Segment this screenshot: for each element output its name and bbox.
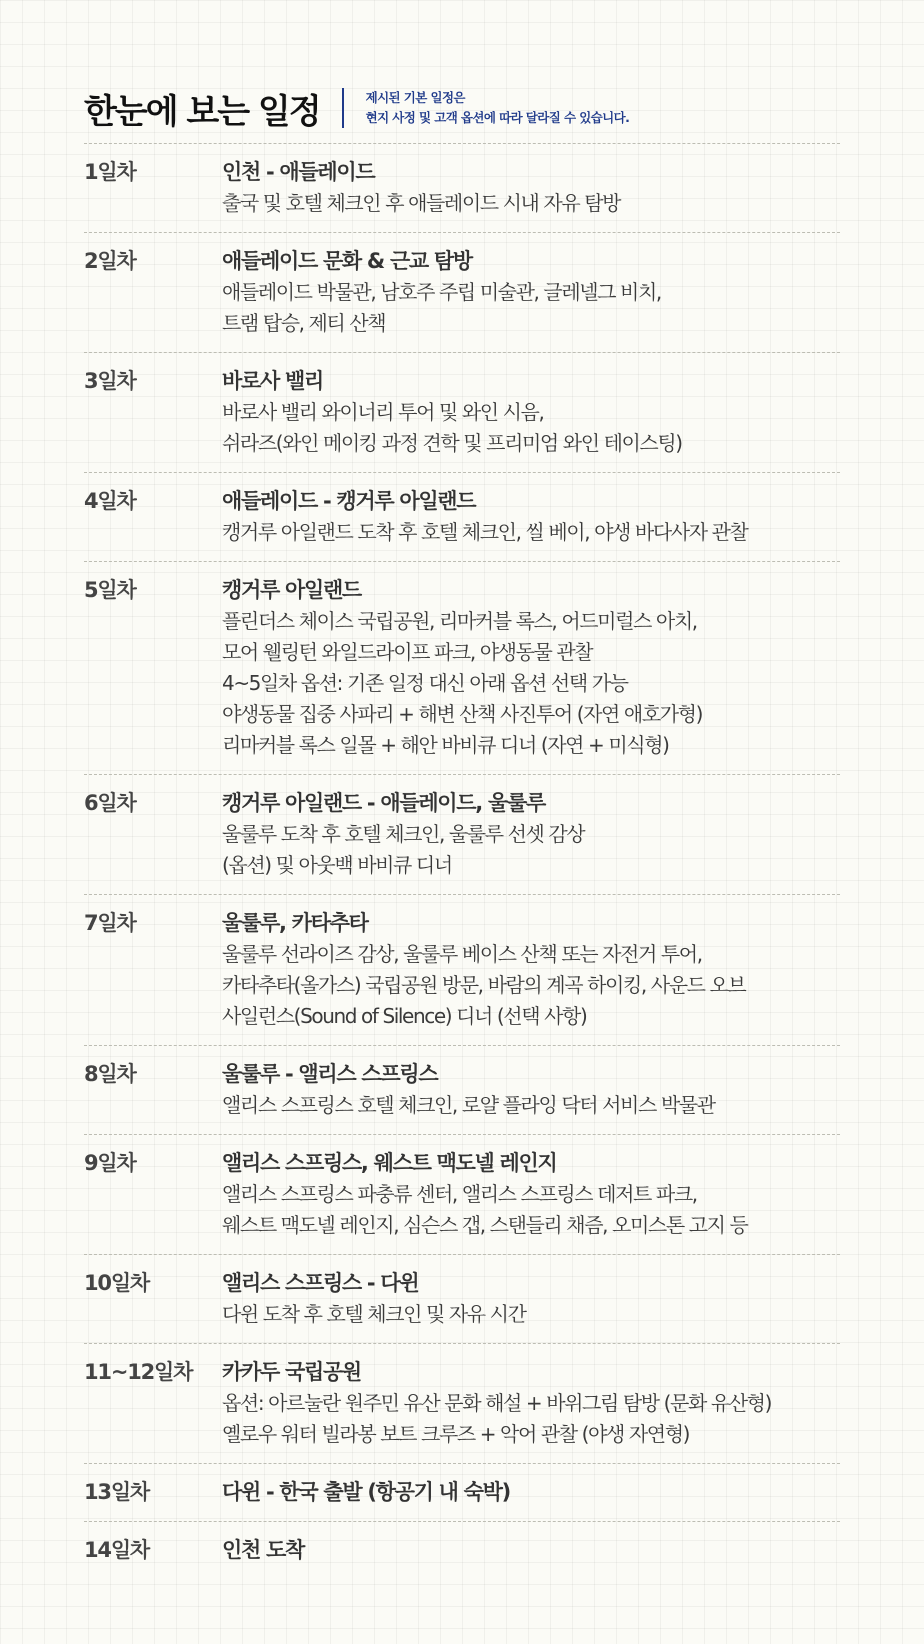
day-title: 울룰루, 카타추타 [222,911,368,935]
day-label: 11~12일차 [84,1360,193,1384]
day-label: 9일차 [84,1151,136,1175]
day-detail-line: 울룰루 선라이즈 감상, 울룰루 베이스 산책 또는 자전거 투어, [222,942,702,966]
day-detail-line: 애들레이드 박물관, 남호주 주립 미술관, 글레넬그 비치, [222,280,661,304]
day-label: 3일차 [84,369,136,393]
day-detail-line: 야생동물 집중 사파리 + 해변 산책 사진투어 (자연 애호가형) [222,702,702,726]
page-title: 한눈에 보는 일정 [84,91,320,132]
header-divider [342,88,344,128]
day-detail-line: 리마커블 록스 일몰 + 해안 바비큐 디너 (자연 + 미식형) [222,733,669,757]
day-label: 1일차 [84,160,136,184]
day-content [222,1535,840,1566]
day-detail-line: 카타추타(올가스) 국립공원 방문, 바람의 계곡 하이킹, 사운드 오브 [222,973,746,997]
day-title: 애들레이드 문화 & 근교 탐방 [222,249,472,273]
day-label: 14일차 [84,1538,149,1562]
day-detail-line: 바로사 밸리 와이너리 투어 및 와인 시음, [222,400,544,424]
day-detail-line: 플린더스 체이스 국립공원, 리마커블 록스, 어드미럴스 아치, [222,609,697,633]
header-note [366,88,630,128]
day-detail-line: 트램 탑승, 제티 산책 [222,311,386,335]
day-content [222,908,840,1032]
day-label: 8일차 [84,1062,136,1086]
schedule-row [84,472,840,561]
day-content [222,1357,840,1450]
day-detail-line: 출국 및 호텔 체크인 후 애들레이드 시내 자유 탐방 [222,191,621,215]
day-title: 캥거루 아일랜드 [222,578,361,602]
schedule-row [84,352,840,472]
schedule-row [84,1343,840,1463]
day-title: 울룰루 - 앨리스 스프링스 [222,1062,438,1086]
day-detail-line: 웨스트 맥도넬 레인지, 심슨스 갭, 스탠들리 채즘, 오미스톤 고지 등 [222,1213,748,1237]
day-label: 4일차 [84,489,136,513]
day-title: 인천 - 애들레이드 [222,160,375,184]
day-content [222,1268,840,1330]
schedule-row [84,1521,840,1576]
day-label: 10일차 [84,1271,149,1295]
header-note-line: 제시된 기본 일정은 [365,90,465,105]
day-title: 카카두 국립공원 [222,1360,361,1384]
day-content [222,366,840,459]
day-detail-line: 옵션: 아르눌란 원주민 유산 문화 해설 + 바위그림 탐방 (문화 유산형) [222,1391,771,1415]
day-label: 7일차 [84,911,136,935]
schedule-row [84,1463,840,1521]
day-title: 캥거루 아일랜드 - 애들레이드, 울룰루 [222,791,545,815]
schedule-row [84,1134,840,1254]
day-detail-line: 앨리스 스프링스 파충류 센터, 앨리스 스프링스 데저트 파크, [222,1182,697,1206]
day-title: 앨리스 스프링스, 웨스트 맥도넬 레인지 [222,1151,557,1175]
day-content [222,486,840,548]
schedule-row [84,561,840,774]
header-note-line: 현지 사정 및 고객 옵션에 따라 달라질 수 있습니다. [365,110,630,125]
schedule-list [84,143,840,1576]
schedule-row [84,894,840,1045]
day-content [222,246,840,339]
day-detail-line: 캥거루 아일랜드 도착 후 호텔 체크인, 씰 베이, 야생 바다사자 관찰 [222,520,748,544]
schedule-row [84,774,840,894]
day-detail-line: 다윈 도착 후 호텔 체크인 및 자유 시간 [222,1302,526,1326]
day-detail-line: 모어 웰링턴 와일드라이프 파크, 야생동물 관찰 [222,640,593,664]
day-title: 인천 도착 [222,1538,304,1562]
day-detail-line: 4~5일차 옵션: 기존 일정 대신 아래 옵션 선택 가능 [222,671,628,695]
day-label: 13일차 [84,1480,149,1504]
day-content [222,157,840,219]
day-label: 2일차 [84,249,136,273]
day-content [222,1059,840,1121]
day-title: 다윈 - 한국 출발 (항공기 내 숙박) [222,1480,510,1504]
day-detail-line: 사일런스(Sound of Silence) 디너 (선택 사항) [222,1004,587,1028]
schedule-row [84,143,840,232]
day-content [222,788,840,881]
schedule-row [84,1254,840,1343]
day-content [222,1477,840,1508]
day-title: 애들레이드 - 캥거루 아일랜드 [222,489,476,513]
day-title: 바로사 밸리 [222,369,323,393]
day-detail-line: 울룰루 도착 후 호텔 체크인, 울룰루 선셋 감상 [222,822,585,846]
day-detail-line: 앨리스 스프링스 호텔 체크인, 로얄 플라잉 닥터 서비스 박물관 [222,1093,715,1117]
day-label: 5일차 [84,578,136,602]
schedule-row [84,232,840,352]
day-content [222,575,840,761]
day-title: 앨리스 스프링스 - 다윈 [222,1271,419,1295]
day-detail-line: 쉬라즈(와인 메이킹 과정 견학 및 프리미엄 와인 테이스팅) [222,431,682,455]
header [84,78,629,138]
schedule-row [84,1045,840,1134]
day-detail-line: (옵션) 및 아웃백 바비큐 디너 [222,853,452,877]
day-content [222,1148,840,1241]
day-detail-line: 옐로우 워터 빌라봉 보트 크루즈 + 악어 관찰 (야생 자연형) [222,1422,690,1446]
day-label: 6일차 [84,791,136,815]
